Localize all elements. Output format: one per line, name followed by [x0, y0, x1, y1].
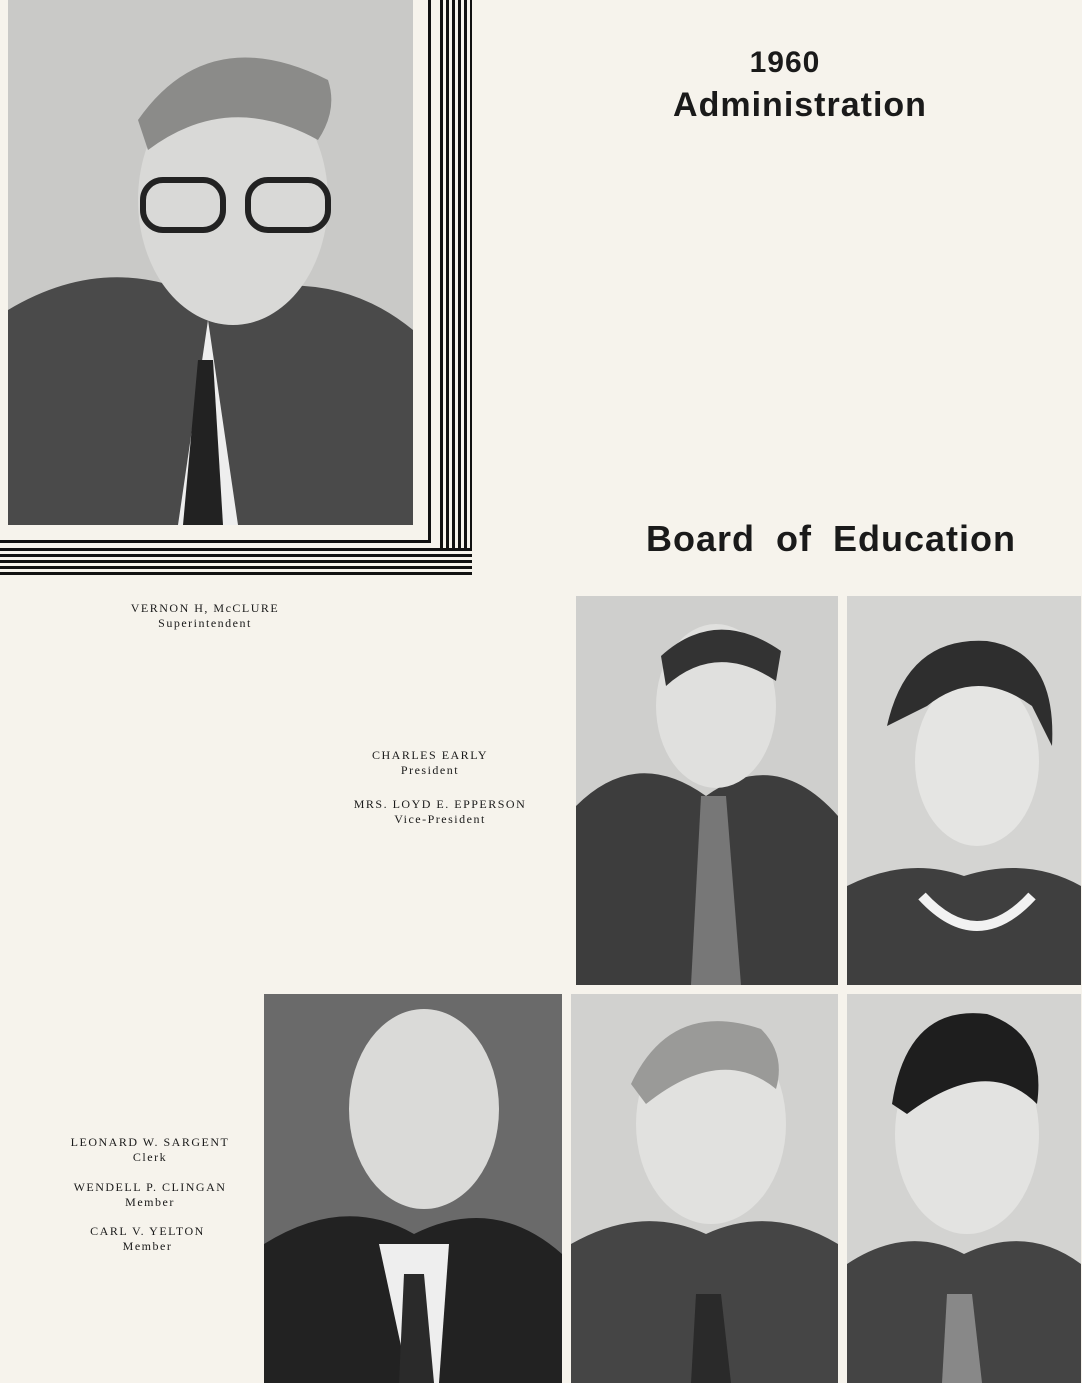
person-name: CHARLES EARLY: [372, 748, 488, 762]
board-caption-clerk: [40, 1135, 260, 1165]
person-role: President: [400, 763, 460, 777]
person-name: MRS. LOYD E. EPPERSON: [353, 797, 527, 811]
board-caption-member-2: [40, 1224, 255, 1254]
board-caption-member-1: [40, 1180, 260, 1210]
person-name: VERNON H, McCLURE: [130, 601, 280, 615]
superintendent-portrait: [8, 0, 413, 525]
person-role: Vice-President: [394, 812, 486, 826]
portrait-leonard-sargent: [264, 994, 562, 1383]
person-role: Clerk: [132, 1150, 168, 1164]
portrait-epperson: [847, 596, 1081, 985]
portrait-carl-yelton: [847, 994, 1081, 1383]
person-role: Member: [122, 1239, 173, 1253]
person-role: Member: [125, 1195, 175, 1209]
portrait-charles-early: [576, 596, 838, 985]
page-title: Administration: [673, 86, 927, 124]
section-title: Board of Education: [646, 518, 1016, 559]
person-role: Superintendent: [158, 616, 252, 630]
frame-stripes-right: [440, 0, 472, 578]
page-year: 1960: [749, 46, 821, 79]
superintendent-caption: [90, 601, 320, 631]
frame-stripes-bottom: [0, 548, 472, 578]
board-caption-president: [330, 748, 530, 778]
person-name: CARL V. YELTON: [90, 1224, 205, 1238]
portrait-wendell-clingan: [571, 994, 838, 1383]
person-name: LEONARD W. SARGENT: [70, 1135, 230, 1149]
board-caption-vice-president: [320, 797, 560, 827]
person-name: WENDELL P. CLINGAN: [73, 1180, 227, 1194]
